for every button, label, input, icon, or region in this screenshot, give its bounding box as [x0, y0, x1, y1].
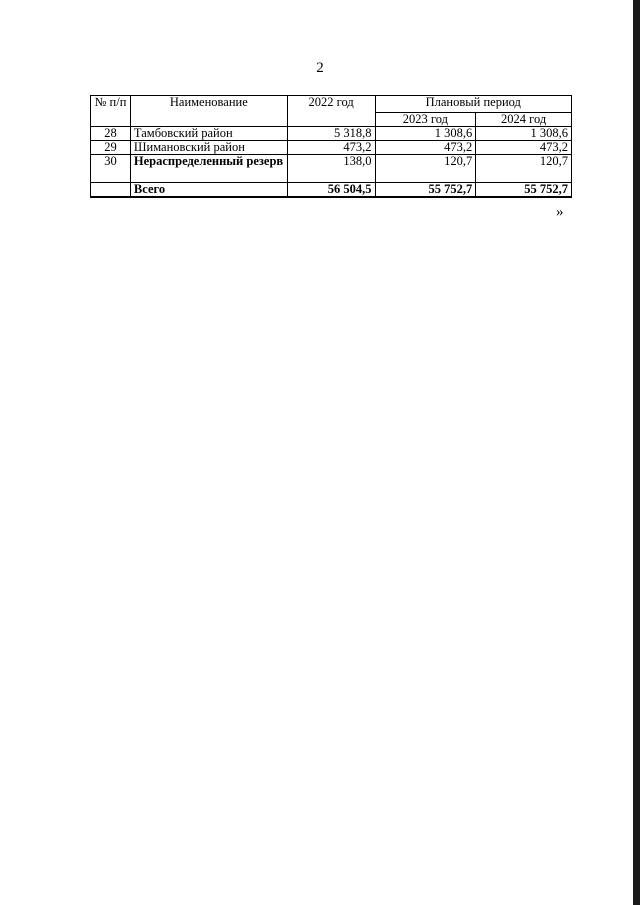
table-row	[91, 127, 572, 141]
row-value-2023: 1 308,6	[375, 127, 476, 141]
total-value-2024: 55 752,7	[476, 183, 572, 198]
total-value-2022: 56 504,5	[287, 183, 375, 198]
page-number: 2	[316, 60, 324, 76]
closing-quote: »	[556, 204, 564, 220]
header-planned-period: Плановый период	[375, 96, 572, 113]
total-row	[91, 183, 572, 198]
row-value-2022: 473,2	[287, 141, 375, 155]
header-name: Наименование	[130, 96, 287, 127]
row-num: 29	[91, 141, 131, 155]
row-value-2023: 120,7	[375, 155, 476, 183]
total-label: Всего	[130, 183, 287, 198]
row-value-2024: 473,2	[476, 141, 572, 155]
row-value-2024: 120,7	[476, 155, 572, 183]
table-row	[91, 155, 572, 183]
table-row	[91, 141, 572, 155]
row-name: Тамбовский район	[130, 127, 287, 141]
row-num: 30	[91, 155, 131, 183]
row-num: 28	[91, 127, 131, 141]
row-value-2024: 1 308,6	[476, 127, 572, 141]
row-value-2023: 473,2	[375, 141, 476, 155]
budget-table	[90, 95, 572, 198]
row-value-2022: 5 318,8	[287, 127, 375, 141]
total-num-cell	[91, 183, 131, 198]
row-value-2022: 138,0	[287, 155, 375, 183]
scan-edge	[633, 0, 640, 905]
row-name: Шимановский район	[130, 141, 287, 155]
header-2022: 2022 год	[287, 96, 375, 127]
row-name: Нераспределенный резерв	[130, 155, 287, 183]
header-num: № п/п	[91, 96, 131, 127]
header-2023: 2023 год	[375, 113, 476, 127]
header-2024: 2024 год	[476, 113, 572, 127]
total-value-2023: 55 752,7	[375, 183, 476, 198]
